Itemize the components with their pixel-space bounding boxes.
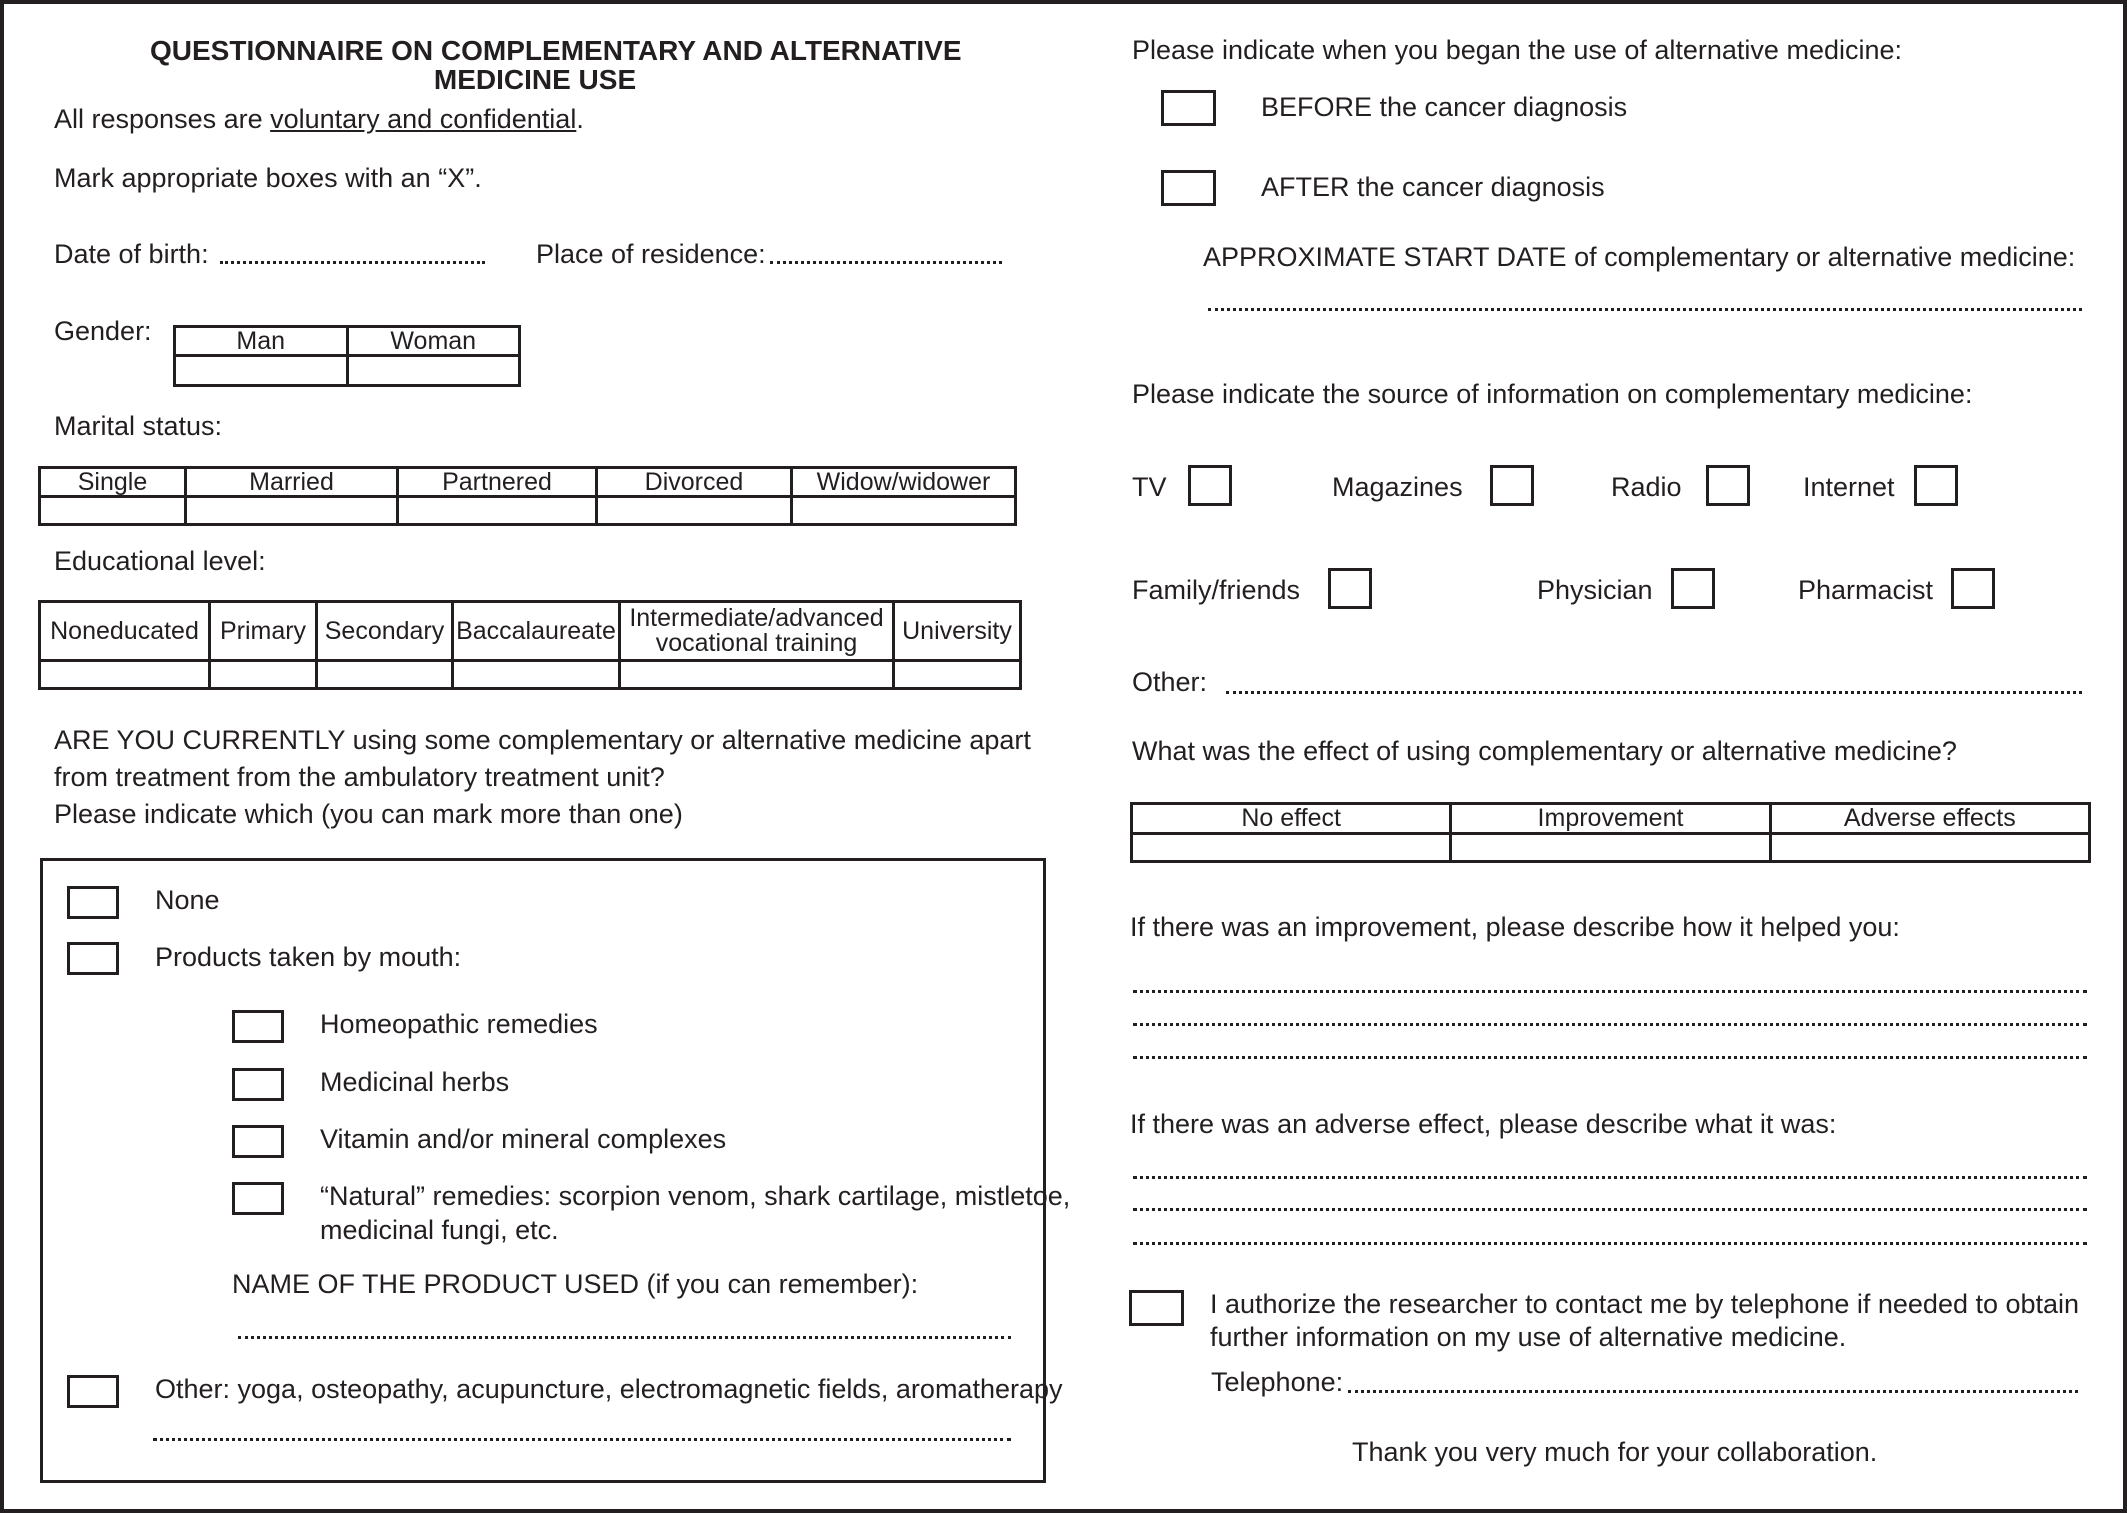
education-option-university: University [894, 602, 1021, 661]
product-name-label: NAME OF THE PRODUCT USED (if you can remember): [232, 1269, 919, 1299]
sources-question: Please indicate the source of information on complementary medicine: [1132, 379, 1973, 409]
marital-single-cell[interactable] [40, 497, 186, 525]
source-radio-label: Radio [1611, 472, 1682, 502]
voluntary-prefix: All responses are [54, 104, 271, 134]
start-date-label: APPROXIMATE START DATE of complementary or alternative medicine: [1203, 242, 2076, 272]
education-option-vocational: Intermediate/advanced vocational training [620, 602, 894, 661]
marital-partnered-cell[interactable] [398, 497, 597, 525]
adverse-line-2[interactable] [1133, 1208, 2087, 1211]
gender-man-cell[interactable] [175, 356, 348, 386]
page-title-line-1: QUESTIONNAIRE ON COMPLEMENTARY AND ALTERNATIVE [150, 35, 962, 66]
marital-divorced-cell[interactable] [597, 497, 792, 525]
oral-products-label: Products taken by mouth: [155, 942, 462, 972]
source-physician-label: Physician [1537, 575, 1653, 605]
marital-option-married: Married [186, 468, 398, 497]
education-option-secondary: Secondary [317, 602, 453, 661]
residence-field[interactable] [770, 261, 1002, 264]
page-title [150, 35, 962, 96]
natural-remedies-checkbox[interactable] [232, 1182, 284, 1215]
other-therapies-label: Other: yoga, osteopathy, acupuncture, electromagnetic fields, aromatherapy [155, 1374, 1063, 1404]
education-noneducated-cell[interactable] [40, 661, 210, 689]
timing-question: Please indicate when you began the use of alternative medicine: [1132, 35, 1903, 65]
other-therapies-field[interactable] [153, 1438, 1011, 1441]
telephone-field[interactable] [1348, 1390, 2078, 1393]
effect-adverse-cell[interactable] [1770, 834, 2089, 862]
education-vocational-cell[interactable] [620, 661, 894, 689]
source-radio-checkbox[interactable] [1706, 465, 1750, 506]
before-diagnosis-label: BEFORE the cancer diagnosis [1261, 92, 1628, 122]
effect-option-improvement: Improvement [1451, 804, 1770, 834]
source-internet-checkbox[interactable] [1914, 465, 1958, 506]
after-diagnosis-checkbox[interactable] [1161, 170, 1216, 206]
education-secondary-cell[interactable] [317, 661, 453, 689]
marital-option-divorced: Divorced [597, 468, 792, 497]
gender-woman-cell[interactable] [347, 356, 520, 386]
education-option-primary: Primary [210, 602, 317, 661]
marital-table [38, 466, 1017, 526]
marital-option-single: Single [40, 468, 186, 497]
vitamins-checkbox[interactable] [232, 1125, 284, 1158]
marital-option-widow: Widow/widower [792, 468, 1016, 497]
gender-option-man: Man [175, 327, 348, 356]
education-primary-cell[interactable] [210, 661, 317, 689]
gender-option-woman: Woman [347, 327, 520, 356]
natural-remedies-line-1: “Natural” remedies: scorpion venom, shark cartilage, mistletoe, [320, 1181, 1071, 1211]
marital-option-partnered: Partnered [398, 468, 597, 497]
herbs-checkbox[interactable] [232, 1068, 284, 1101]
voluntary-suffix: . [576, 104, 584, 134]
thanks-message: Thank you very much for your collaboration. [1352, 1437, 1878, 1467]
effect-question: What was the effect of using complementary or alternative medicine? [1132, 736, 1957, 766]
vitamins-label: Vitamin and/or mineral complexes [320, 1124, 727, 1154]
source-other-field[interactable] [1226, 691, 2082, 694]
voluntary-note [54, 103, 584, 135]
gender-table [173, 325, 521, 387]
source-tv-checkbox[interactable] [1188, 465, 1232, 506]
source-other-label: Other: [1132, 667, 1208, 697]
product-name-field[interactable] [238, 1336, 1011, 1339]
source-family-label: Family/friends [1132, 575, 1301, 605]
after-diagnosis-label: AFTER the cancer diagnosis [1261, 172, 1605, 202]
consent-checkbox[interactable] [1129, 1290, 1184, 1326]
voluntary-underlined: voluntary and confidential [270, 104, 577, 134]
improvement-line-2[interactable] [1133, 1023, 2087, 1026]
education-option-baccalaureate: Baccalaureate [453, 602, 620, 661]
none-label: None [155, 885, 220, 915]
gender-label: Gender: [54, 316, 152, 346]
education-university-cell[interactable] [894, 661, 1021, 689]
education-baccalaureate-cell[interactable] [453, 661, 620, 689]
source-pharmacist-label: Pharmacist [1798, 575, 1934, 605]
effect-none-cell[interactable] [1132, 834, 1451, 862]
marital-label: Marital status: [54, 411, 223, 441]
none-checkbox[interactable] [67, 886, 119, 919]
source-tv-label: TV [1132, 472, 1167, 502]
consent-line-2: further information on my use of alternative medicine. [1210, 1322, 1847, 1352]
telephone-label: Telephone: [1211, 1367, 1344, 1397]
other-therapies-checkbox[interactable] [67, 1375, 119, 1408]
herbs-label: Medicinal herbs [320, 1067, 510, 1097]
homeopathic-checkbox[interactable] [232, 1010, 284, 1043]
improvement-prompt: If there was an improvement, please describe how it helped you: [1130, 912, 1900, 942]
consent-line-1: I authorize the researcher to contact me by telephone if needed to obtain [1210, 1289, 2080, 1319]
dob-label: Date of birth: [54, 239, 209, 269]
adverse-line-1[interactable] [1133, 1176, 2087, 1179]
current-use-question-line-1: ARE YOU CURRENTLY using some complementary or alternative medicine apart [54, 725, 1031, 755]
source-family-checkbox[interactable] [1328, 568, 1372, 609]
adverse-line-3[interactable] [1133, 1242, 2087, 1245]
effect-option-none: No effect [1132, 804, 1451, 834]
adverse-prompt: If there was an adverse effect, please describe what it was: [1130, 1109, 1837, 1139]
start-date-field[interactable] [1208, 308, 2082, 311]
source-physician-checkbox[interactable] [1671, 568, 1715, 609]
oral-products-checkbox[interactable] [67, 942, 119, 975]
effect-option-adverse: Adverse effects [1770, 804, 2089, 834]
mark-instruction: Mark appropriate boxes with an “X”. [54, 163, 482, 193]
source-magazines-checkbox[interactable] [1490, 465, 1534, 506]
marital-married-cell[interactable] [186, 497, 398, 525]
current-use-question-line-2: from treatment from the ambulatory treatment unit? [54, 762, 665, 792]
homeopathic-label: Homeopathic remedies [320, 1009, 598, 1039]
improvement-line-3[interactable] [1133, 1056, 2087, 1059]
page-title-line-2: MEDICINE USE [433, 64, 637, 96]
effect-table [1130, 802, 2091, 863]
residence-label: Place of residence: [536, 239, 766, 269]
education-label: Educational level: [54, 546, 266, 576]
source-magazines-label: Magazines [1332, 472, 1463, 502]
current-use-question-line-3: Please indicate which (you can mark more than one) [54, 799, 683, 829]
before-diagnosis-checkbox[interactable] [1161, 90, 1216, 126]
improvement-line-1[interactable] [1133, 990, 2087, 993]
source-internet-label: Internet [1803, 472, 1895, 502]
natural-remedies-line-2: medicinal fungi, etc. [320, 1215, 559, 1245]
dob-field[interactable] [220, 261, 485, 264]
marital-widow-cell[interactable] [792, 497, 1016, 525]
source-pharmacist-checkbox[interactable] [1951, 568, 1995, 609]
education-table [38, 600, 1022, 690]
education-option-noneducated: Noneducated [40, 602, 210, 661]
effect-improvement-cell[interactable] [1451, 834, 1770, 862]
